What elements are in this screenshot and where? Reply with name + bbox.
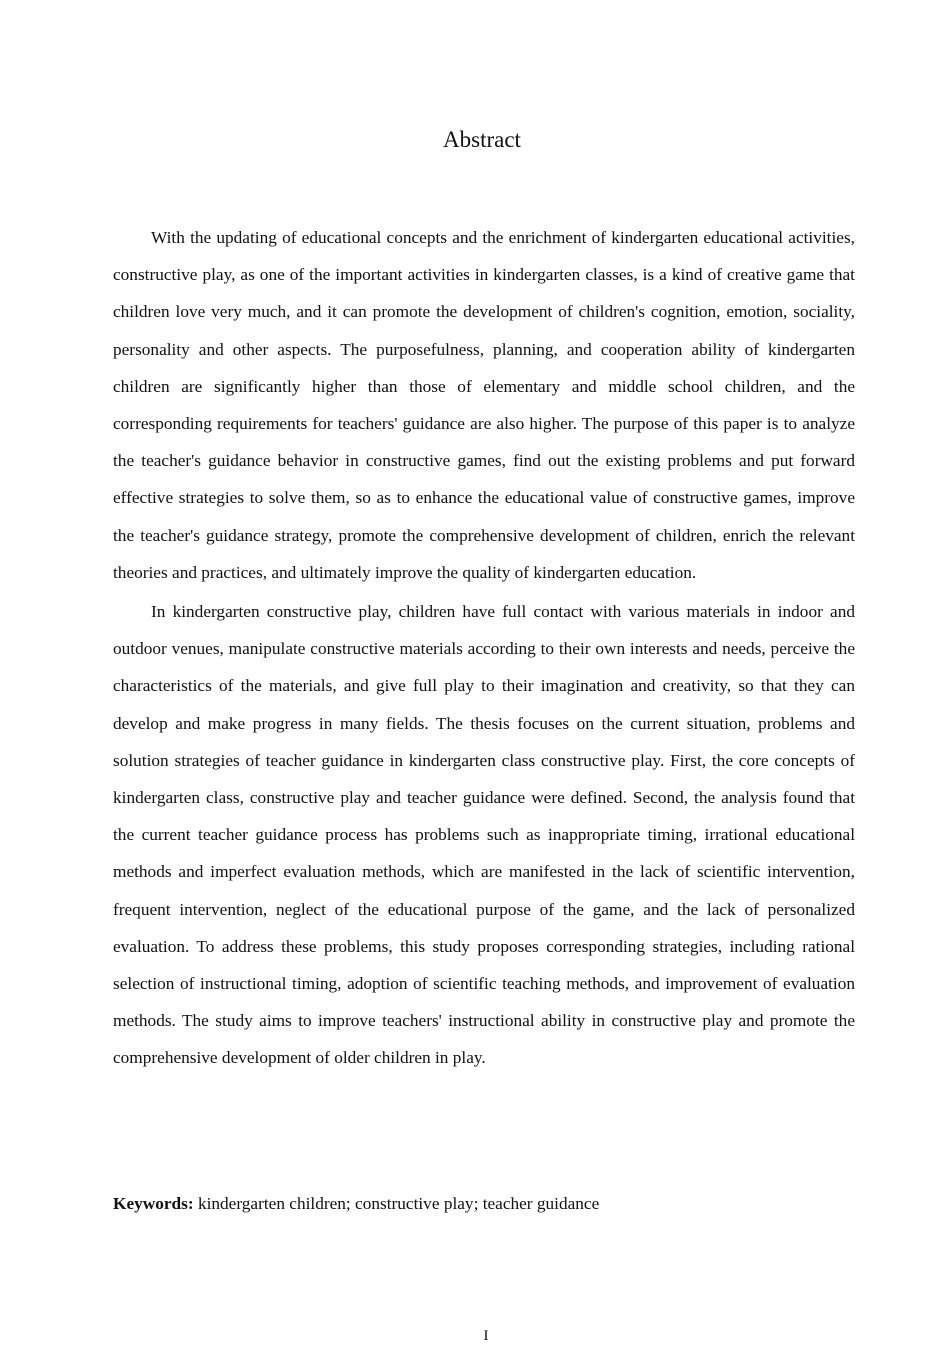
abstract-paragraph-1: With the updating of educational concepts and the enrichment of kindergarten educational activities, constructive play, as one of the important activities in kindergarten classes, is a kind of creative game that children love very much, and it can promote the development of children's cognition, emotion, sociality, personality and other aspects. The purposefulness, planning, and cooperation ability of kindergarten children are significantly higher than those of elementary and middle school children, and the corresponding requirements for teachers' guidance are also higher. The purpose of this paper is to analyze the teacher's guidance behavior in constructive games, find out the existing problems and put forward effective strategies to solve them, so as to enhance the educational value of constructive games, improve the teacher's guidance strategy, promote the comprehensive development of children, enrich the relevant theories and practices, and ultimately improve the quality of kindergarten education. xyxy=(113,228,855,582)
abstract-title: Abstract xyxy=(443,127,521,152)
keywords-text: kindergarten children; constructive play; teacher guidance xyxy=(193,1194,600,1213)
keywords-label: Keywords: xyxy=(113,1194,194,1213)
abstract-paragraph-2: In kindergarten constructive play, children have full contact with various materials in indoor and outdoor venues, manipulate constructive materials according to their own interests and needs, perceive the characteristics of the materials, and give full play to their imagination and creativity, so that they can develop and make progress in many fields. The thesis focuses on the current situation, problems and solution strategies of teacher guidance in kindergarten class constructive play. First, the core concepts of kindergarten class, constructive play and teacher guidance were defined. Second, the analysis found that the current teacher guidance process has problems such as inappropriate timing, irrational educational methods and imperfect evaluation methods, which are manifested in the lack of scientific intervention, frequent intervention, neglect of the educational purpose of the game, and the lack of personalized evaluation. To address these problems, this study proposes corresponding strategies, including rational selection of instructional timing, adoption of scientific teaching methods, and improvement of evaluation methods. The study aims to improve teachers' instructional ability in constructive play and promote the comprehensive development of older children in play. xyxy=(113,602,855,1068)
page-number: I xyxy=(483,1328,489,1344)
keywords-line xyxy=(113,1188,855,1220)
abstract-body xyxy=(113,219,855,1077)
